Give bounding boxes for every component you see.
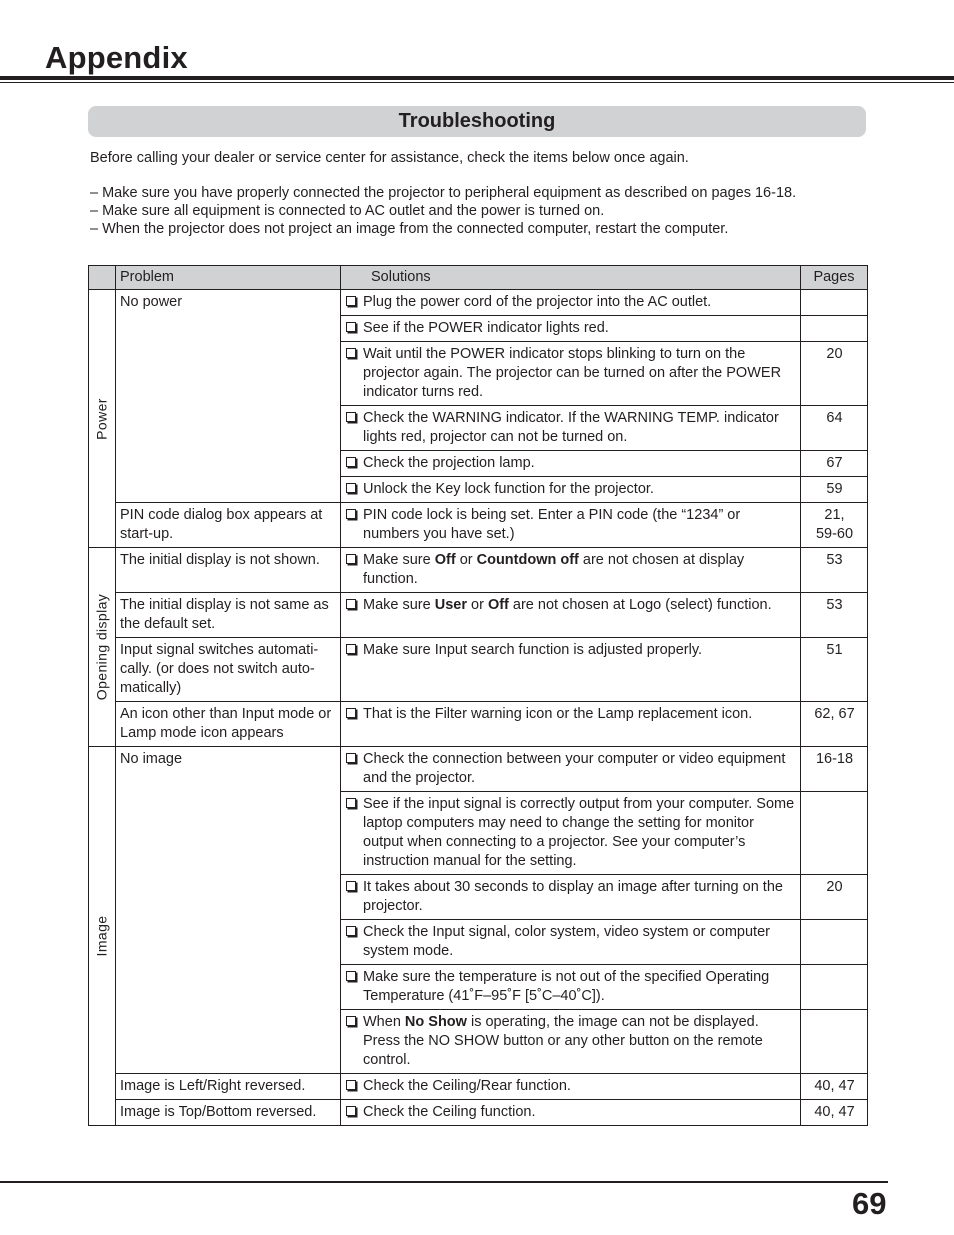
- checkbox-icon: [346, 348, 356, 358]
- page-title: Appendix: [45, 40, 188, 75]
- table-row: [89, 702, 868, 747]
- checkbox-icon: [346, 753, 356, 763]
- pages-cell: 20: [801, 875, 868, 920]
- category-power: [89, 290, 116, 548]
- checkbox-icon: [346, 881, 356, 891]
- page-number: 69: [852, 1186, 887, 1221]
- footer-rule: [0, 1181, 888, 1183]
- checkbox-icon: [346, 322, 356, 332]
- table-row: [89, 503, 868, 548]
- solution-cell: It takes about 30 seconds to display an image after turning on the projector.: [341, 875, 801, 920]
- pages-cell: 53: [801, 548, 868, 593]
- solution-cell: That is the Filter warning icon or the Lamp replacement icon.: [341, 702, 801, 747]
- category-label: Opening display: [93, 593, 110, 701]
- checkbox-icon: [346, 708, 356, 718]
- checkbox-icon: [346, 926, 356, 936]
- pages-cell: 64: [801, 406, 868, 451]
- intro-text: Before calling your dealer or service center for assistance, check the items below once again.: [90, 150, 689, 166]
- bullet-list: [90, 184, 796, 238]
- bullet-item: – Make sure all equipment is connected to AC outlet and the power is turned on.: [90, 203, 605, 219]
- category-opening-display: [89, 548, 116, 747]
- solution-cell: Make sure Input search function is adjusted properly.: [341, 638, 801, 702]
- category-label: Power: [93, 397, 110, 440]
- table-row: [89, 638, 868, 702]
- pages-cell: 21, 59-60: [801, 503, 868, 548]
- problem-cell: Image is Top/Bottom reversed.: [116, 1100, 341, 1126]
- problem-cell: Image is Left/Right reversed.: [116, 1074, 341, 1100]
- table-row: [89, 548, 868, 593]
- header-category: [89, 266, 116, 290]
- solution-cell: Check the projection lamp.: [341, 451, 801, 477]
- problem-cell: No power: [116, 290, 341, 503]
- solution-cell: Make sure Off or Countdown off are not chosen at display function.: [341, 548, 801, 593]
- pages-cell: 67: [801, 451, 868, 477]
- table-row: [89, 290, 868, 316]
- solution-cell: See if the POWER indicator lights red.: [341, 316, 801, 342]
- table-header-row: [89, 266, 868, 290]
- checkbox-icon: [346, 554, 356, 564]
- problem-cell: The initial display is not shown.: [116, 548, 341, 593]
- table-row: [89, 747, 868, 792]
- table-row: [89, 1074, 868, 1100]
- checkbox-icon: [346, 457, 356, 467]
- checkbox-icon: [346, 412, 356, 422]
- solution-cell: Make sure User or Off are not chosen at Logo (select) function.: [341, 593, 801, 638]
- solution-cell: Check the Ceiling function.: [341, 1100, 801, 1126]
- solution-cell: Plug the power cord of the projector into the AC outlet.: [341, 290, 801, 316]
- solution-cell: Wait until the POWER indicator stops blinking to turn on the projector again. The projector can be turned on after the POWER indicator turns red.: [341, 342, 801, 406]
- checkbox-icon: [346, 483, 356, 493]
- pages-cell: 16-18: [801, 747, 868, 792]
- pages-cell: [801, 1010, 868, 1074]
- solution-cell: Check the WARNING indicator. If the WARNING TEMP. indicator lights red, projector can not be turned on.: [341, 406, 801, 451]
- checkbox-icon: [346, 971, 356, 981]
- category-image: [89, 747, 116, 1126]
- troubleshooting-table: [88, 265, 868, 1126]
- header-problem: Problem: [116, 266, 341, 290]
- pages-cell: 59: [801, 477, 868, 503]
- checkbox-icon: [346, 509, 356, 519]
- solution-cell: When No Show is operating, the image can not be displayed. Press the NO SHOW button or any other button on the remote control.: [341, 1010, 801, 1074]
- pages-cell: 20: [801, 342, 868, 406]
- problem-cell: PIN code dialog box appears at start-up.: [116, 503, 341, 548]
- header-pages: Pages: [801, 266, 868, 290]
- problem-cell: No image: [116, 747, 341, 1074]
- pages-cell: [801, 316, 868, 342]
- solution-cell: See if the input signal is correctly output from your computer. Some laptop computers may need to change the setting for monitor output when connecting to a projector. See your computer’s instruction manual for the setting.: [341, 792, 801, 875]
- pages-cell: [801, 965, 868, 1010]
- solution-cell: Unlock the Key lock function for the projector.: [341, 477, 801, 503]
- pages-cell: 51: [801, 638, 868, 702]
- section-heading: Troubleshooting: [88, 106, 866, 137]
- solution-cell: Check the connection between your computer or video equipment and the projector.: [341, 747, 801, 792]
- solution-cell: Check the Input signal, color system, video system or computer system mode.: [341, 920, 801, 965]
- pages-cell: [801, 920, 868, 965]
- solution-cell: Check the Ceiling/Rear function.: [341, 1074, 801, 1100]
- table-row: [89, 1100, 868, 1126]
- checkbox-icon: [346, 1106, 356, 1116]
- pages-cell: 62, 67: [801, 702, 868, 747]
- problem-cell: The initial display is not same as the default set.: [116, 593, 341, 638]
- bullet-item: – When the projector does not project an image from the connected computer, restart the computer.: [90, 221, 729, 237]
- pages-cell: [801, 290, 868, 316]
- solution-cell: Make sure the temperature is not out of the specified Operating Temperature (41˚F–95˚F [5˚C–40˚C]).: [341, 965, 801, 1010]
- problem-cell: Input signal switches automati-cally. (or does not switch auto-matically): [116, 638, 341, 702]
- solution-cell: PIN code lock is being set. Enter a PIN code (the “1234” or numbers you have set.): [341, 503, 801, 548]
- checkbox-icon: [346, 296, 356, 306]
- checkbox-icon: [346, 644, 356, 654]
- checkbox-icon: [346, 798, 356, 808]
- bullet-item: – Make sure you have properly connected the projector to peripheral equipment as described on pages 16-18.: [90, 185, 797, 201]
- pages-cell: 40, 47: [801, 1074, 868, 1100]
- pages-cell: 40, 47: [801, 1100, 868, 1126]
- table-row: [89, 593, 868, 638]
- checkbox-icon: [346, 1080, 356, 1090]
- checkbox-icon: [346, 1016, 356, 1026]
- problem-cell: An icon other than Input mode or Lamp mode icon appears: [116, 702, 341, 747]
- header-solutions: Solutions: [341, 266, 801, 290]
- header-rule-thin: [0, 82, 954, 83]
- header-rule: [0, 76, 954, 80]
- pages-cell: [801, 792, 868, 875]
- category-label: Image: [93, 915, 110, 957]
- pages-cell: 53: [801, 593, 868, 638]
- checkbox-icon: [346, 599, 356, 609]
